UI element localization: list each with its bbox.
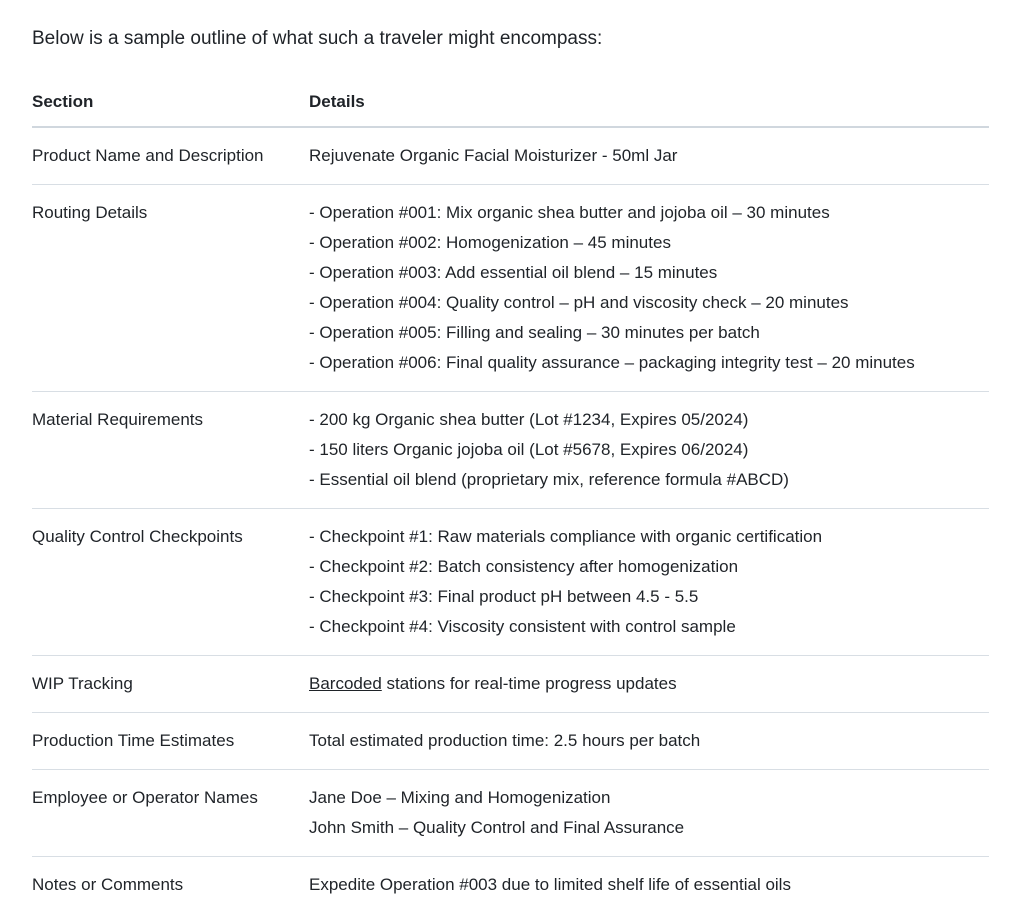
table-row xyxy=(32,185,989,392)
row-section: Production Time Estimates xyxy=(32,713,309,770)
detail-line: - Operation #005: Filling and sealing – 30 minutes per batch xyxy=(309,318,989,348)
detail-line: - Essential oil blend (proprietary mix, reference formula #ABCD) xyxy=(309,465,989,495)
document-body xyxy=(32,24,989,913)
table-header-row xyxy=(32,91,989,127)
row-details xyxy=(309,392,989,509)
traveler-outline-table xyxy=(32,91,989,913)
detail-line: - Checkpoint #2: Batch consistency after homogenization xyxy=(309,552,989,582)
detail-line: - Operation #003: Add essential oil blend – 15 minutes xyxy=(309,258,989,288)
detail-line: - 200 kg Organic shea butter (Lot #1234, Expires 05/2024) xyxy=(309,405,989,435)
row-details xyxy=(309,770,989,857)
row-details xyxy=(309,185,989,392)
table-row xyxy=(32,509,989,656)
detail-line xyxy=(309,669,989,699)
header-details: Details xyxy=(309,91,989,127)
table-row xyxy=(32,392,989,509)
row-details xyxy=(309,127,989,185)
row-section: Product Name and Description xyxy=(32,127,309,185)
intro-text: Below is a sample outline of what such a traveler might encompass: xyxy=(32,24,989,54)
detail-line: - Checkpoint #1: Raw materials compliance with organic certification xyxy=(309,522,989,552)
table-row xyxy=(32,127,989,185)
row-details xyxy=(309,509,989,656)
detail-line: - Checkpoint #4: Viscosity consistent with control sample xyxy=(309,612,989,642)
table-row xyxy=(32,713,989,770)
detail-line: Total estimated production time: 2.5 hours per batch xyxy=(309,726,989,756)
table-row xyxy=(32,857,989,913)
row-section: Routing Details xyxy=(32,185,309,392)
detail-line: - Operation #004: Quality control – pH and viscosity check – 20 minutes xyxy=(309,288,989,318)
detail-line: Jane Doe – Mixing and Homogenization xyxy=(309,783,989,813)
table-row xyxy=(32,770,989,857)
detail-line: - Operation #006: Final quality assurance – packaging integrity test – 20 minutes xyxy=(309,348,989,378)
detail-line: Expedite Operation #003 due to limited shelf life of essential oils xyxy=(309,870,989,900)
row-section: WIP Tracking xyxy=(32,656,309,713)
row-details xyxy=(309,713,989,770)
row-section: Quality Control Checkpoints xyxy=(32,509,309,656)
header-section: Section xyxy=(32,91,309,127)
row-details xyxy=(309,857,989,913)
detail-line: - Operation #001: Mix organic shea butter and jojoba oil – 30 minutes xyxy=(309,198,989,228)
detail-line: - Checkpoint #3: Final product pH between 4.5 - 5.5 xyxy=(309,582,989,612)
detail-line: - Operation #002: Homogenization – 45 minutes xyxy=(309,228,989,258)
detail-line: - 150 liters Organic jojoba oil (Lot #5678, Expires 06/2024) xyxy=(309,435,989,465)
detail-line: John Smith – Quality Control and Final Assurance xyxy=(309,813,989,843)
row-details xyxy=(309,656,989,713)
barcoded-link[interactable]: Barcoded xyxy=(309,674,382,693)
detail-line: Rejuvenate Organic Facial Moisturizer - 50ml Jar xyxy=(309,141,989,171)
row-section: Employee or Operator Names xyxy=(32,770,309,857)
table-row xyxy=(32,656,989,713)
detail-text: stations for real-time progress updates xyxy=(382,674,677,693)
row-section: Material Requirements xyxy=(32,392,309,509)
row-section: Notes or Comments xyxy=(32,857,309,913)
